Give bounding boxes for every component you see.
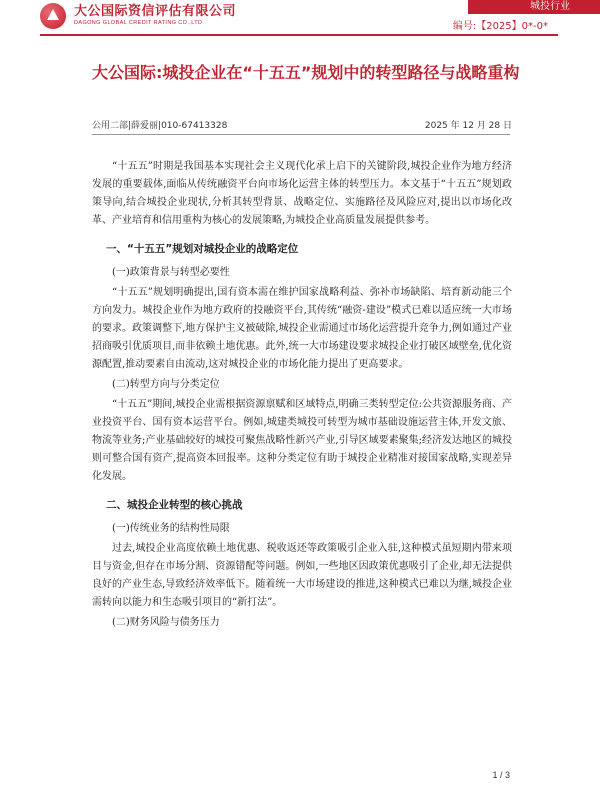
document-number: 编号:【2025】0*-0*	[452, 21, 548, 32]
section-2-paragraph-1: 过去,城投企业高度依赖土地优惠、税收返还等政策吸引企业入驻,这种模式虽短期内带来项目与资金,但存在市场分割、资源错配等问题。例如,一些地区因政策优惠吸引了企业,却无法提供良好的产业生态,导致经济效率低下。随着统一大市场建设的推进,这种模式已难以为继,城投企业需转向以能力和生态吸引项目的“新打法”。	[92, 543, 512, 608]
section-1-subheading-1: (一)政策背景与转型必要性	[112, 267, 230, 278]
dagong-logo-icon	[40, 3, 66, 29]
meta-divider	[92, 134, 510, 135]
section-1-heading: 一、“十五五”规划对城投企业的战略定位	[106, 243, 299, 255]
author-line: 公用二部|薛爱丽|010-67413328	[92, 121, 228, 131]
section-1-subheading-2: (二)转型方向与分类定位	[112, 379, 220, 390]
section-2-heading: 二、城投企业转型的核心挑战	[106, 499, 243, 511]
report-body	[92, 158, 512, 634]
report-date: 2025 年 12 月 28 日	[424, 121, 512, 131]
section-1-paragraph-1: “十五五”规划明确提出,国有资本需在维护国家战略利益、弥补市场缺陷、培育新动能三个方向发力。城投企业作为地方政府的投融资平台,其传统“融资-建设”模式已难以适应统一大市场的要求。政策调整下,地方保护主义被破除,城投企业需通过市场化运营提升竞争力,例如通过产业招商吸引优质项目,而非依赖土地优惠。此外,统一大市场建设要求城投企业打破区域壁垒,优化资源配置,推动要素自由流动,这对城投企业的市场化能力提出了更高要求。	[92, 287, 512, 370]
header-divider	[40, 34, 558, 36]
logo-english-name: DAGONG GLOBAL CREDIT RATING CO.,LTD	[74, 20, 203, 26]
document-header	[0, 0, 600, 34]
company-logo	[40, 3, 236, 29]
report-title: 大公国际:城投企业在“十五五”规划中的转型路径与战略重构	[92, 63, 520, 82]
meta-row	[92, 118, 512, 134]
section-1-paragraph-2: “十五五”期间,城投企业需根据资源禀赋和区域特点,明确三类转型定位:公共资源服务商、产业投资平台、国有资本运营平台。例如,城建类城投可转型为城市基础设施运营主体,开发文旅、物流等业务;产业基础较好的城投可聚焦战略性新兴产业,引导区域要素聚集;经济发达地区的城投则可整合国有资产,提高资本回报率。这种分类定位有助于城投企业精准对接国家战略,实现差异化发展。	[92, 399, 512, 482]
logo-chinese-name: 大公国际资信评估有限公司	[74, 4, 237, 19]
section-2-subheading-1: (一)传统业务的结构性局限	[112, 523, 230, 534]
industry-tag: 城投行业	[468, 0, 600, 14]
page-number: 1 / 3	[492, 770, 510, 780]
section-2-subheading-2: (二)财务风险与债务压力	[112, 617, 220, 628]
intro-paragraph: “十五五”时期是我国基本实现社会主义现代化承上启下的关键阶段,城投企业作为地方经济发展的重要载体,面临从传统融资平台向市场化运营主体的转型压力。本文基于“十五五”规划政策导向,结合城投企业现状,分析其转型背景、战略定位、实施路径及风险应对,提出以市场化改革、产业培育和信用重构为核心的发展策略,为城投企业高质量发展提供参考。	[92, 161, 512, 226]
